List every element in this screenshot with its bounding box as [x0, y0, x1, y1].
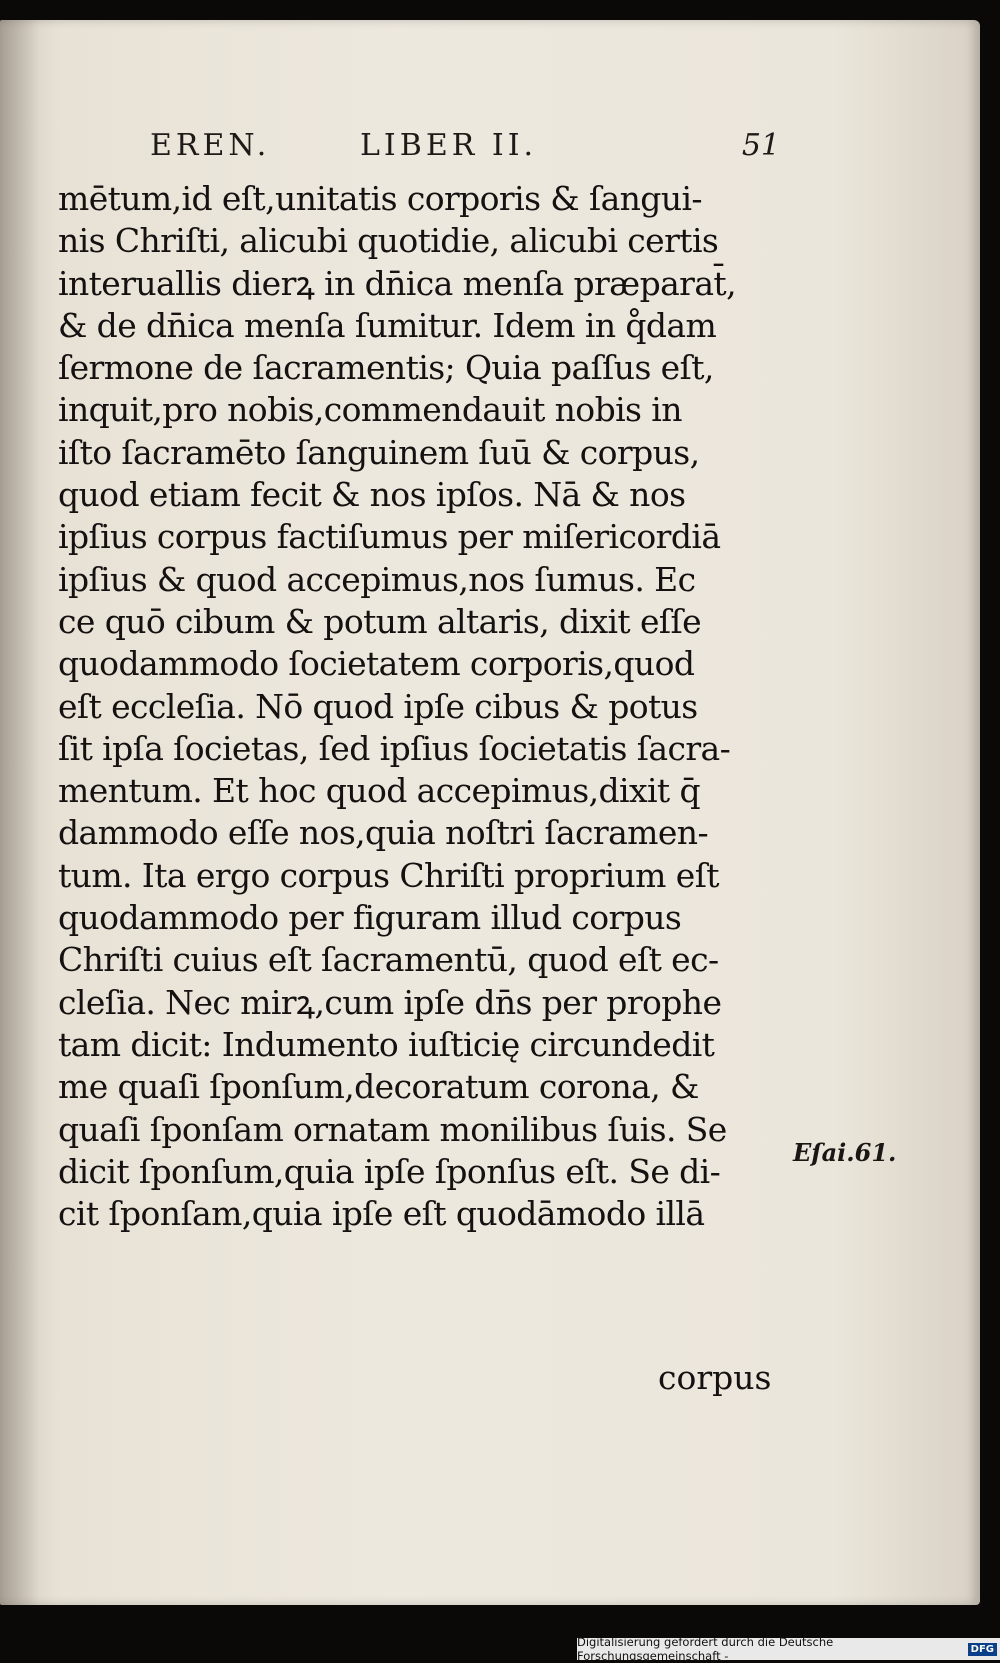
- text-line: cleſia. Nec mirꝝ,cum ipſe dn̄s per prophe: [58, 982, 722, 1022]
- text-line: & de dn̄ica menſa ſumitur. Idem in q̊dam: [58, 305, 717, 345]
- body-text: [58, 178, 783, 1235]
- dfg-logo: DFG: [968, 1643, 997, 1656]
- text-line: ipſius corpus factiſumus per miſericordiā: [58, 517, 721, 557]
- text-line: quod etiam fecit & nos ipſos. Nā & nos: [58, 475, 686, 515]
- running-head-left: EREN.: [150, 128, 271, 163]
- text-line: eſt eccleſia. Nō quod ipſe cibus & potus: [58, 686, 698, 726]
- catchword: corpus: [658, 1358, 772, 1397]
- gutter-shadow: [0, 20, 40, 1605]
- text-line: iſto ſacramēto ſanguinem ſuū & corpus,: [58, 432, 700, 472]
- text-line: mentum. Et hoc quod accepimus,dixit q̄: [58, 771, 700, 811]
- text-line: me quaſi ſponſum,decoratum corona, &: [58, 1067, 699, 1107]
- text-line: mētum,id eſt,unitatis corporis & ſangui-: [58, 179, 702, 218]
- text-line: tum. Ita ergo corpus Chriſti proprium eſt: [58, 855, 719, 895]
- footer-text: Digitalisierung gefördert durch die Deutsche Forschungsgemeinschaft -: [577, 1635, 834, 1663]
- text-line: cit ſponſam,quia ipſe eſt quodāmodo illā: [58, 1194, 705, 1234]
- text-line: dicit ſponſum,quia ipſe ſponſus eſt. Se di-: [58, 1151, 721, 1191]
- text-line: ſit ipſa ſocietas, ſed ipſius ſocietatis ſacra-: [58, 728, 731, 768]
- book-page: [0, 20, 980, 1605]
- text-line: ipſius & quod accepimus,nos ſumus. Ec: [58, 559, 696, 599]
- text-line: tam dicit: Indumento iuſticię circundedit: [58, 1024, 715, 1064]
- text-line: Chriſti cuius eſt ſacramentū, quod eſt ec-: [58, 940, 719, 980]
- text-line: ſermone de ſacramentis; Quia paſſus eſt,: [58, 348, 714, 388]
- text-line: dammodo eſſe nos,quia noſtri ſacramen-: [58, 813, 709, 853]
- text-line: ce quō cibum & potum altaris, dixit eſſe: [58, 601, 702, 641]
- running-head-book: LIBER II.: [360, 128, 538, 163]
- running-head: [150, 128, 780, 178]
- text-line: quodammodo ſocietatem corporis,quod: [58, 644, 695, 684]
- margin-note: Eſai.61.: [793, 1138, 897, 1167]
- text-line: inquit,pro nobis,commendauit nobis in: [58, 390, 682, 430]
- text-line: quodammodo per figuram illud corpus: [58, 898, 682, 938]
- text-line: nis Chriſti, alicubi quotidie, alicubi certis: [58, 221, 719, 261]
- page-number: 51: [741, 128, 780, 163]
- text-line: quaſi ſponſam ornatam monilibus ſuis. Se: [58, 1109, 727, 1149]
- text-line: interuallis dierꝝ in dn̄ica menſa præparat̄,: [58, 263, 736, 303]
- digitization-footer: [577, 1635, 1000, 1663]
